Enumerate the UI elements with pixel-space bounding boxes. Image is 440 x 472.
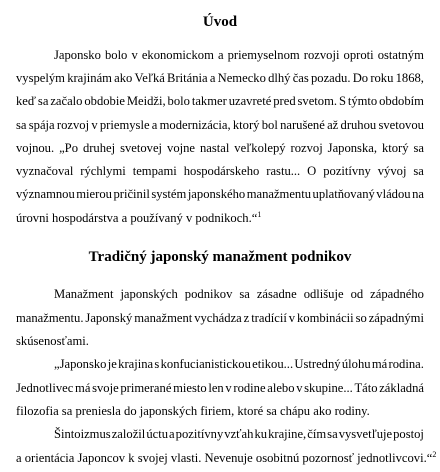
word: pred <box>273 94 296 108</box>
word: priemyselnom <box>227 48 300 62</box>
word: Británia <box>167 71 208 85</box>
word: ako <box>114 71 133 85</box>
word: odlišuje <box>303 287 344 301</box>
word: miesto <box>173 381 207 395</box>
word: vývoj <box>377 164 407 178</box>
word: postoj <box>393 427 424 441</box>
word: Japonska, <box>327 141 377 155</box>
word: vojne <box>167 141 195 155</box>
word: uplatňovaný <box>312 187 375 201</box>
word: Nemecko <box>217 71 266 85</box>
word: rozvoj <box>56 118 90 132</box>
word: Do <box>352 71 369 85</box>
paragraph-text: úrovni hospodárstva a používaný v podnikoch.“ <box>16 211 258 225</box>
paragraph-line <box>54 285 424 303</box>
paragraph-line <box>16 139 424 157</box>
word: vojnou. <box>16 141 55 155</box>
word: základná <box>379 381 424 395</box>
word: významnou <box>16 187 75 201</box>
word: „Po <box>59 141 78 155</box>
word: Šintoizmus <box>54 427 111 441</box>
word: vyznačoval <box>16 164 74 178</box>
word: ku <box>254 427 268 441</box>
word: má <box>371 357 388 371</box>
word: skupine... <box>304 381 353 395</box>
word: svetovou <box>378 118 424 132</box>
word: až <box>327 118 339 132</box>
word: kombinácii <box>297 311 354 325</box>
paragraph-line <box>16 185 424 203</box>
word: bol <box>261 118 278 132</box>
word: druhou <box>340 118 377 132</box>
word: oproti <box>343 48 374 62</box>
heading-uvod: Úvod <box>202 14 238 30</box>
word: uzavreté <box>228 94 272 108</box>
word: Táto <box>354 381 378 395</box>
word: manažmentu. <box>16 311 84 325</box>
word: Ustredný <box>294 357 341 371</box>
word: z <box>243 311 250 325</box>
word: rozvoji <box>303 48 340 62</box>
word: roku <box>370 71 394 85</box>
word: so <box>355 311 367 325</box>
word: pričinil <box>113 187 150 201</box>
word: na <box>412 187 424 201</box>
word: v <box>91 118 98 132</box>
word: a <box>209 71 216 85</box>
word: sa <box>239 287 250 301</box>
word: japonských <box>120 287 178 301</box>
paragraph-line <box>16 162 424 180</box>
word: manažmentu <box>246 187 312 201</box>
word: primerané <box>120 381 172 395</box>
word: západného <box>370 287 424 301</box>
word: týmto <box>347 94 378 108</box>
word: ktorý <box>232 118 260 132</box>
word: vyspelým <box>16 71 65 85</box>
word: svetom. <box>297 94 338 108</box>
quote-text: a orientácia Japoncov k svojej vlasti. Nevenuje osobitnú pozornosť jednotlivcovi.“ <box>16 451 433 465</box>
word: hospodárskeho <box>183 164 260 178</box>
word: japonského <box>187 187 246 201</box>
word: Veľká <box>134 71 165 85</box>
quote-line <box>54 355 424 373</box>
word: veľkolepý <box>234 141 286 155</box>
word: pozadu. <box>310 71 351 85</box>
word: mierou <box>76 187 112 201</box>
word: s <box>154 357 160 371</box>
word: 1868, <box>395 71 424 85</box>
word: „Japonsko <box>54 357 107 371</box>
word: bolo <box>104 48 128 62</box>
quote-line: filozofia sa preniesla do japonských firiem, ktoré sa chápu ako rodiny. <box>16 404 370 418</box>
word: Manažment <box>54 287 114 301</box>
word: ktorý <box>381 141 409 155</box>
word: podnikov <box>184 287 233 301</box>
word: konfucianistickou <box>160 357 251 371</box>
heading-tradicny: Tradičný japonský manažment podnikov <box>88 249 352 265</box>
word: sa <box>16 118 27 132</box>
word: tempami <box>132 164 177 178</box>
word: čím <box>307 427 327 441</box>
word: takmer <box>191 94 227 108</box>
word: spája <box>28 118 55 132</box>
word: rodine <box>233 381 266 395</box>
word: rastu... <box>266 164 301 178</box>
word: úctu <box>146 427 169 441</box>
word: a <box>217 48 224 62</box>
word: systém <box>151 187 187 201</box>
word: nastal <box>199 141 230 155</box>
word: narušené <box>280 118 325 132</box>
word: obdobie <box>84 94 125 108</box>
paragraph-line: skúsenosťami. <box>16 334 89 348</box>
word: Japonsko <box>54 48 101 62</box>
word: dlhý <box>268 71 291 85</box>
paragraph-line <box>16 69 424 87</box>
word: v <box>225 381 232 395</box>
word: a <box>169 427 175 441</box>
word: svoje <box>92 381 119 395</box>
word: alebo <box>267 381 295 395</box>
word: svetovej <box>120 141 163 155</box>
word: rozvoj <box>290 141 323 155</box>
word: založil <box>111 427 146 441</box>
word: západnými <box>368 311 424 325</box>
word: modernizácia, <box>159 118 231 132</box>
word: v <box>296 381 303 395</box>
word: ostatným <box>377 48 424 62</box>
word: Jednotlivec <box>16 381 74 395</box>
word: sa <box>327 427 338 441</box>
word: druhej <box>82 141 116 155</box>
quote-line-last <box>16 449 436 467</box>
word: a <box>151 118 158 132</box>
word: rodina. <box>388 357 424 371</box>
paragraph-line <box>16 92 424 110</box>
word: vysvetľuje <box>338 427 393 441</box>
word: v <box>288 311 296 325</box>
word: zásadne <box>256 287 297 301</box>
word: úlohu <box>341 357 371 371</box>
word: S <box>338 94 346 108</box>
word: sa <box>37 94 49 108</box>
footnote-marker: 2 <box>432 449 437 459</box>
word: čas <box>292 71 309 85</box>
word: má <box>75 381 91 395</box>
word: keď <box>16 94 37 108</box>
word: Japonský <box>85 311 133 325</box>
word: vzťah <box>224 427 254 441</box>
word: od <box>350 287 364 301</box>
footnote-marker: 1 <box>257 209 262 219</box>
word: vládou <box>376 187 411 201</box>
word: je <box>107 357 117 371</box>
word: etikou... <box>252 357 294 371</box>
paragraph-line <box>16 116 424 134</box>
word: krajine, <box>268 427 307 441</box>
paragraph-line <box>54 46 424 64</box>
paragraph-line-last <box>16 209 261 227</box>
word: len <box>208 381 224 395</box>
word: pozitívny <box>175 427 224 441</box>
word: pozitívny <box>323 164 371 178</box>
word: sa <box>413 164 424 178</box>
word: Meidži, <box>126 94 166 108</box>
word: vychádza <box>194 311 242 325</box>
word: rýchlymi <box>80 164 126 178</box>
word: v <box>131 48 138 62</box>
word: sa <box>413 141 424 155</box>
word: začalo <box>50 94 83 108</box>
paragraph-line <box>16 309 424 327</box>
word: krajina <box>118 357 154 371</box>
word: obdobím <box>379 94 424 108</box>
word: tradícií <box>251 311 287 325</box>
quote-line <box>54 425 424 443</box>
word: krajinám <box>67 71 112 85</box>
word: priemysle <box>99 118 150 132</box>
quote-line <box>16 379 424 397</box>
word: ekonomickom <box>141 48 214 62</box>
word: bolo <box>167 94 190 108</box>
word: manažment <box>134 311 193 325</box>
word: O <box>307 164 317 178</box>
